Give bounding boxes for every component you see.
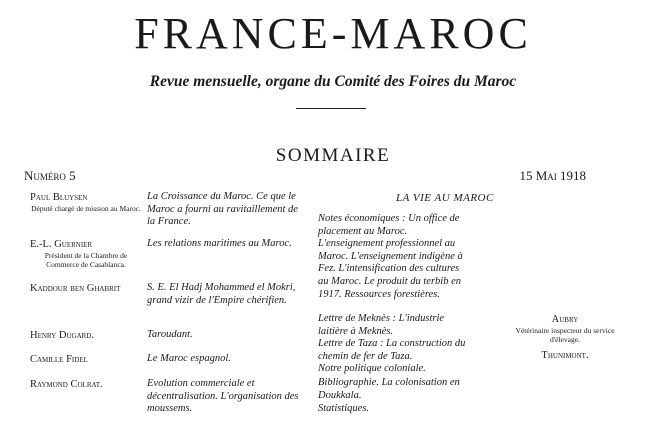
author-entry: [30, 329, 142, 342]
article-title: S. E. El Hadj Mohammed el Mokri, grand vizir de l'Empire chérifien.: [147, 282, 296, 306]
article-title: La Croissance du Maroc. Ce que le Maroc a fourni au ravitaillement de la France.: [147, 191, 298, 228]
author-role: Président de la Chambre de Commerce de Casablanca.: [44, 251, 128, 269]
title-divider: [296, 108, 366, 109]
article-title: Evolution commerciale et décentralisation. L'organisation des moussems.: [147, 378, 299, 415]
author-name: E.-L. Guernier: [30, 239, 93, 250]
author-name: Kaddour ben Ghabrit: [30, 283, 121, 294]
author-entry: [30, 353, 142, 366]
author-name: Aubry: [551, 314, 579, 325]
section-item: Notes économiques : Un office de placement au Maroc. L'enseignement professionnel au Maroc. L'enseignement indigène à Fez. L'intensification des cultures au Maroc. Le produit du terbib en 1917. Ressources forestières.: [318, 213, 463, 300]
author-name: Raymond Colrat.: [30, 379, 103, 390]
author-role: Vétérinaire inspecteur du service d'élevage.: [515, 326, 615, 344]
author-name: Henry Dugard.: [30, 330, 94, 341]
author-name: Thunimont.: [541, 350, 589, 361]
issue-date: 15 Mai 1918: [519, 168, 586, 183]
author-role: Député chargé de mission au Maroc.: [31, 204, 141, 213]
issue-number: Numéro 5: [24, 168, 76, 183]
section-item: Lettre de Meknès : L'industrie laitière à Meknès.: [318, 313, 445, 337]
right-author-entry: [500, 349, 630, 362]
journal-title: FRANCE-MAROC: [134, 9, 532, 58]
article-title: Le Maroc espagnol.: [147, 353, 231, 364]
section-item: Bibliographie. La colonisation en Doukkala.: [318, 377, 460, 401]
section-item: Notre politique coloniale.: [318, 363, 426, 374]
author-name: Camille Fidel: [30, 354, 88, 365]
journal-subtitle: Revue mensuelle, organe du Comité des Foires du Maroc: [149, 73, 517, 90]
right-author-entry: [500, 313, 630, 344]
summary-heading: SOMMAIRE: [275, 145, 391, 166]
author-entry: [30, 282, 142, 295]
section-item: Lettre de Taza : La construction du chemin de fer de Taza.: [318, 338, 466, 362]
section-item: Statistiques.: [318, 403, 370, 414]
article-title: Les relations maritimes au Maroc.: [147, 238, 292, 249]
author-entry: [30, 191, 142, 213]
author-entry: [30, 238, 142, 269]
article-title: Taroudant.: [147, 329, 193, 340]
author-name: Paul Bluysen: [30, 192, 88, 203]
section-heading: LA VIE AU MAROC: [396, 192, 494, 204]
author-entry: [30, 378, 142, 391]
